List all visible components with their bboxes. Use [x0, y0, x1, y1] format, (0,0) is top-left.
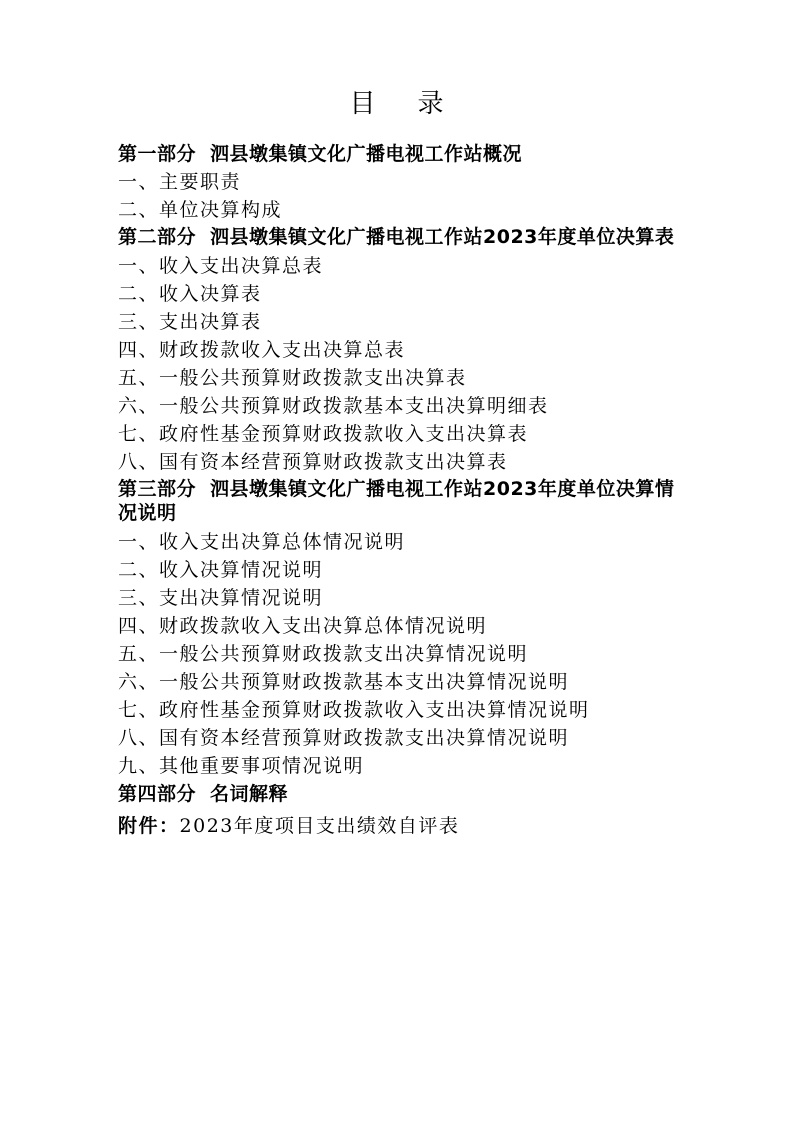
- toc-item: 三、支出决算情况说明: [118, 587, 324, 609]
- toc-item: 七、政府性基金预算财政拨款收入支出决算情况说明: [118, 699, 590, 721]
- toc-item: 一、主要职责: [118, 171, 242, 193]
- toc-item: 二、单位决算构成: [118, 199, 283, 221]
- toc-item: 三、支出决算表: [118, 311, 262, 333]
- toc-part-heading: [118, 225, 678, 249]
- part-label: 第一部分: [118, 143, 197, 165]
- toc-item: 四、财政拨款收入支出决算总表: [118, 339, 406, 361]
- annex-text: 2023年度项目支出绩效自评表: [179, 815, 460, 837]
- toc-item: 六、一般公共预算财政拨款基本支出决算情况说明: [118, 671, 570, 693]
- toc-item: 九、其他重要事项情况说明: [118, 755, 365, 777]
- table-of-contents: [118, 140, 678, 840]
- toc-part-heading: [118, 782, 678, 806]
- toc-item: 五、一般公共预算财政拨款支出决算情况说明: [118, 643, 529, 665]
- toc-item: 二、收入决算表: [118, 283, 262, 305]
- part-name: 泗县墩集镇文化广播电视工作站2023年度单位决算情况说明: [118, 478, 675, 524]
- toc-item: 一、收入支出决算总体情况说明: [118, 531, 406, 553]
- toc-item: 六、一般公共预算财政拨款基本支出决算明细表: [118, 395, 549, 417]
- toc-item: 八、国有资本经营预算财政拨款支出决算表: [118, 451, 508, 473]
- part-label: 第三部分: [118, 478, 197, 500]
- toc-item: 一、收入支出决算总表: [118, 255, 324, 277]
- toc-item: 二、收入决算情况说明: [118, 559, 324, 581]
- part-name: 名词解释: [210, 783, 289, 805]
- part-label: 第四部分: [118, 783, 197, 805]
- part-label: 第二部分: [118, 226, 197, 248]
- toc-item: 七、政府性基金预算财政拨款收入支出决算表: [118, 423, 529, 445]
- toc-item: 四、财政拨款收入支出决算总体情况说明: [118, 615, 488, 637]
- page-title: 目录: [349, 89, 486, 119]
- part-name: 泗县墩集镇文化广播电视工作站概况: [210, 143, 523, 165]
- toc-item: 五、一般公共预算财政拨款支出决算表: [118, 367, 467, 389]
- part-name: 泗县墩集镇文化广播电视工作站2023年度单位决算表: [210, 226, 675, 248]
- toc-part-heading: [118, 477, 678, 525]
- annex-line: [118, 812, 678, 840]
- toc-item: 八、国有资本经营预算财政拨款支出决算情况说明: [118, 727, 570, 749]
- toc-part-heading: [118, 142, 678, 166]
- annex-label: 附件：: [118, 815, 180, 837]
